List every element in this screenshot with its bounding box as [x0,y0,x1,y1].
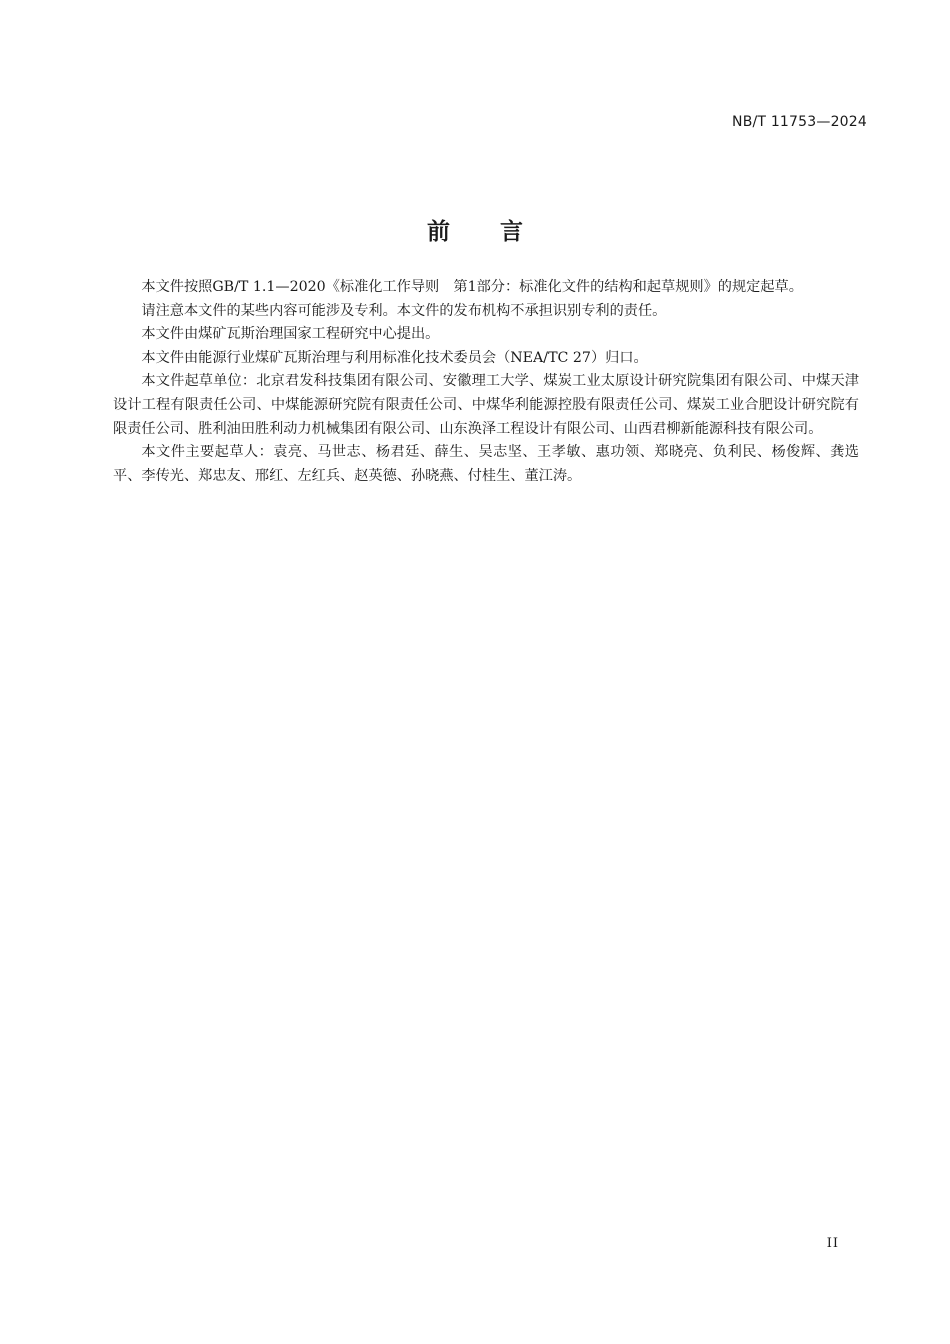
standard-number: NB/T 11753—2024 [732,114,867,130]
page-title: 前言 [427,219,573,246]
preface-body [113,276,859,488]
paragraph-drafters: 本文件主要起草人：袁亮、马世志、杨君廷、薛生、吴志坚、王孝敏、惠功领、郑晓亮、负利民、杨俊辉、龚选平、李传光、郑忠友、邢红、左红兵、赵英德、孙晓燕、付桂生、董江涛。 [113,444,859,484]
paragraph-patent-notice: 请注意本文件的某些内容可能涉及专利。本文件的发布机构不承担识别专利的责任。 [141,302,667,319]
paragraph-proposer: 本文件由煤矿瓦斯治理国家工程研究中心提出。 [141,326,440,343]
paragraph-committee: 本文件由能源行业煤矿瓦斯治理与利用标准化技术委员会（NEA/TC 27）归口。 [141,349,648,366]
paragraph-drafting-units: 本文件起草单位：北京君发科技集团有限公司、安徽理工大学、煤炭工业太原设计研究院集团有限公司、中煤天津设计工程有限责任公司、中煤能源研究院有限责任公司、中煤华利能源控股有限责任公司、煤炭工业合肥设计研究院有限责任公司、胜利油田胜利动力机械集团有限公司、山东涣泽工程设计有限公司、山西君柳新能源科技有限公司。 [113,373,859,437]
paragraph-drafting-rules: 本文件按照GB/T 1.1—2020《标准化工作导则 第1部分：标准化文件的结构和起草规则》的规定起草。 [141,279,803,295]
page-number: II [826,1236,839,1251]
